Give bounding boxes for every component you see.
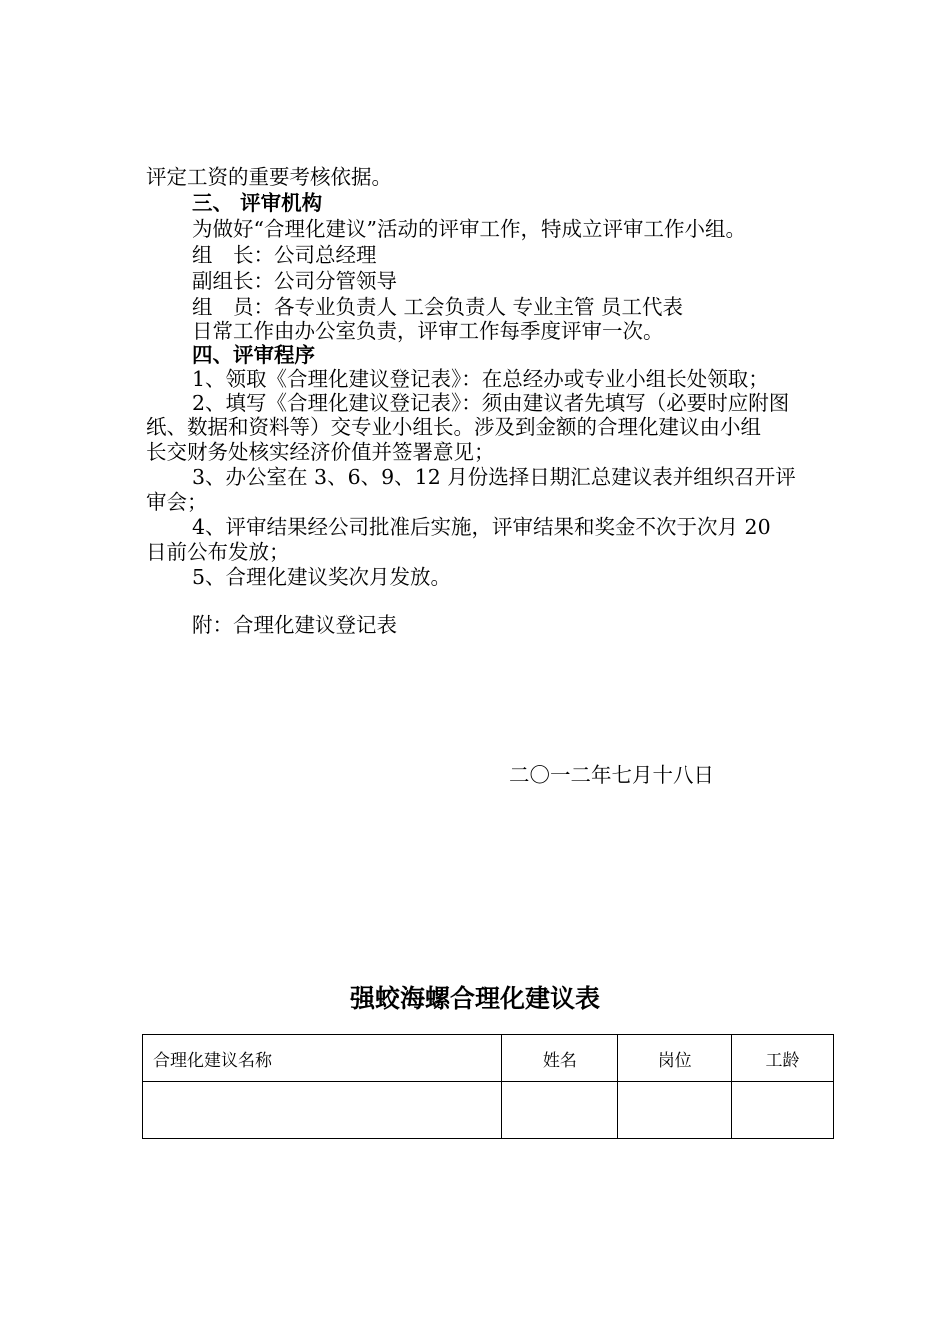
text-line: 组 长：公司总经理 [192, 243, 377, 267]
table-row [143, 1082, 834, 1139]
text-line: 2、填写《合理化建议登记表》：须由建议者先填写（必要时应附图 [192, 391, 790, 415]
form-title: 强蛟海螺合理化建议表 [349, 984, 600, 1013]
seniority-cell[interactable] [732, 1082, 834, 1139]
text-line: 长交财务处核实经济价值并签署意见； [146, 440, 495, 464]
suggestion-name-cell[interactable] [143, 1082, 502, 1139]
suggestion-form-table [142, 1034, 834, 1139]
section-heading: 四、评审程序 [192, 343, 315, 367]
text-line: 5、合理化建议奖次月发放。 [192, 565, 452, 589]
text-line: 3、办公室在 3、6、9、12 月份选择日期汇总建议表并组织召开评 [192, 465, 796, 489]
text-line: 1、领取《合理化建议登记表》：在总经办或专业小组长处领取； [192, 367, 769, 391]
text-line: 评定工资的重要考核依据。 [146, 165, 392, 189]
name-cell[interactable] [502, 1082, 618, 1139]
text-line: 副组长：公司分管领导 [192, 269, 397, 293]
table-header-row [143, 1035, 834, 1082]
text-line: 4、评审结果经公司批准后实施，评审结果和奖金不次于次月 20 [192, 515, 771, 539]
header-seniority: 工龄 [732, 1035, 834, 1082]
section-heading: 三、 评审机构 [192, 191, 323, 215]
text-line: 组 员：各专业负责人 工会负责人 专业主管 员工代表 [192, 295, 684, 319]
header-name: 姓名 [502, 1035, 618, 1082]
text-line: 日常工作由办公室负责，评审工作每季度评审一次。 [192, 319, 664, 343]
text-line: 为做好“合理化建议”活动的评审工作，特成立评审工作小组。 [192, 217, 746, 241]
text-line: 纸、数据和资料等）交专业小组长。涉及到金额的合理化建议由小组 [146, 415, 761, 439]
position-cell[interactable] [618, 1082, 732, 1139]
header-suggestion-name: 合理化建议名称 [143, 1035, 502, 1082]
text-line: 审会； [146, 490, 208, 514]
header-position: 岗位 [618, 1035, 732, 1082]
document-date: 二〇一二年七月十八日 [509, 763, 714, 787]
attachment-note: 附：合理化建议登记表 [192, 613, 397, 637]
text-line: 日前公布发放； [146, 540, 290, 564]
